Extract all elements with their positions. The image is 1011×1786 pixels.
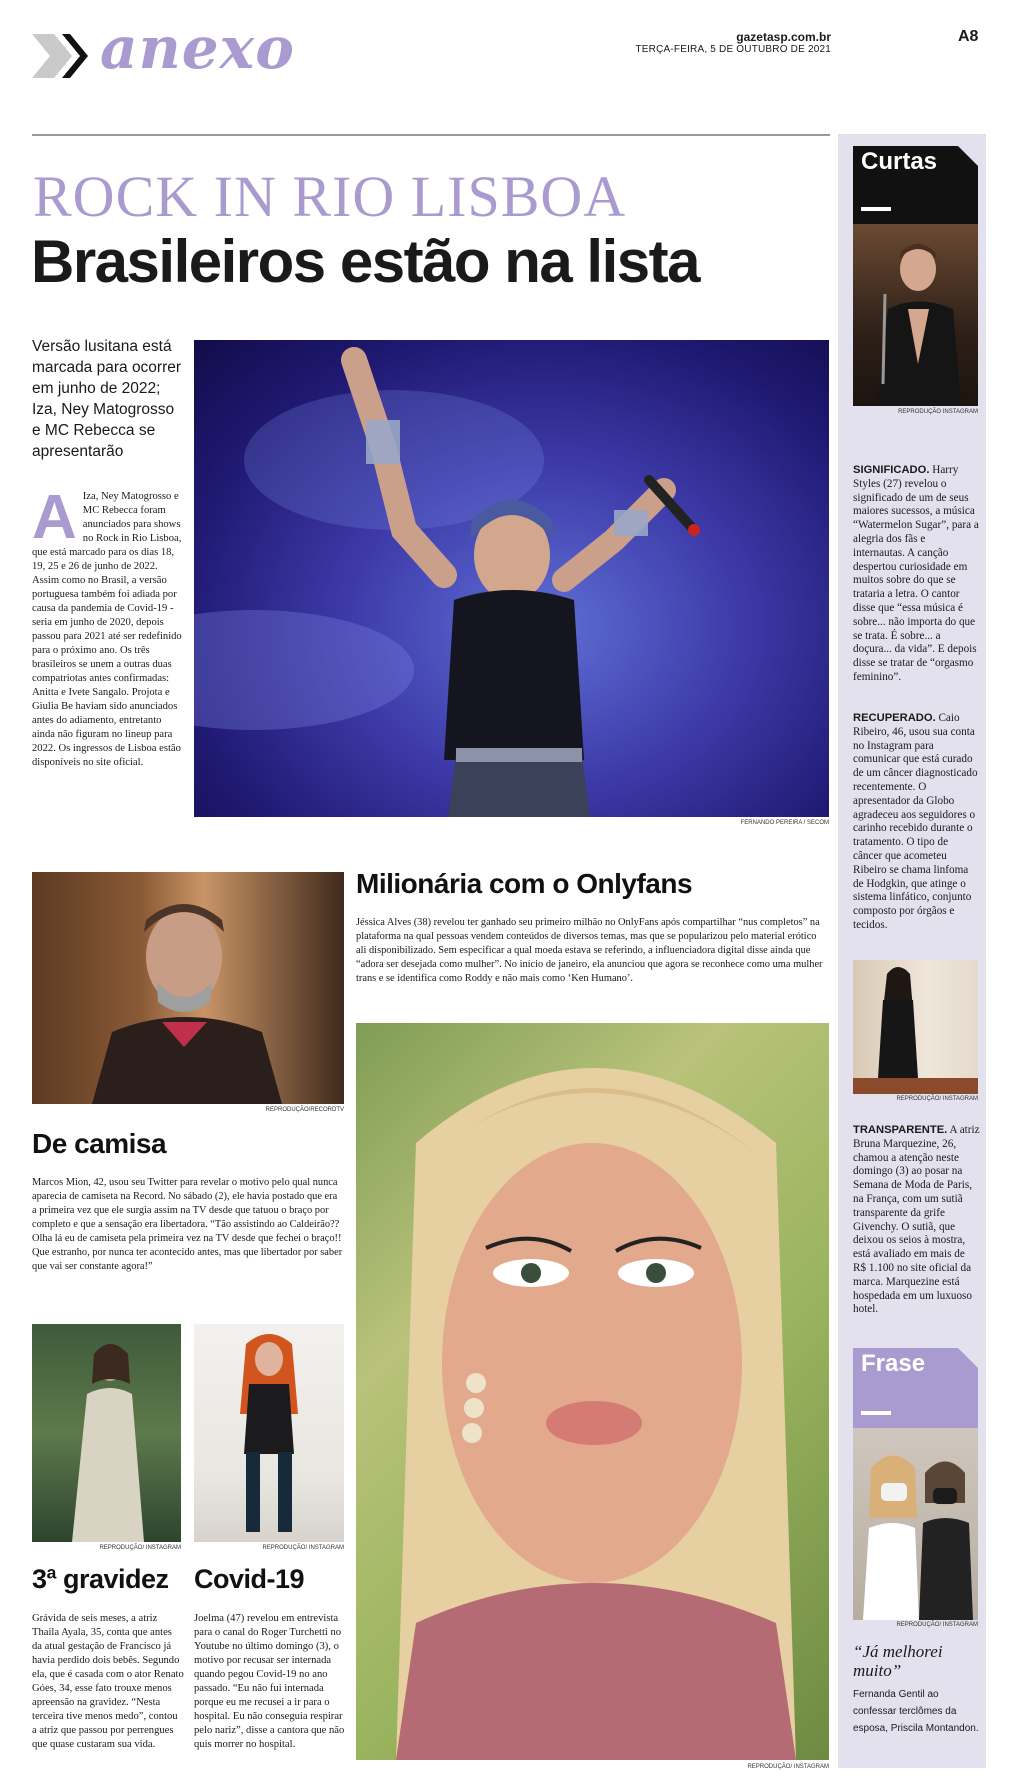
transparente-body: A atriz Bruna Marquezine, 26, chamou a atenção neste domingo (3) ao posar na Semana de Moda de Paris, na França, com um sutiã transparente da grife Givenchy. O sutiã, que deixou os seios à mostra, está avaliado em mais de R$ 1.100 no site oficial da marca. Marquezine está hospedada em um luxuoso hotel. — [853, 1124, 980, 1316]
sidebar-photo-3-illustration — [853, 1428, 978, 1620]
sidebar-photo-2-credit: REPRODUÇÃO/ INSTAGRAM — [896, 1096, 978, 1102]
performer-illustration — [194, 340, 829, 817]
camisa-photo — [32, 872, 344, 1104]
section-name: anexo — [100, 14, 295, 82]
significado-lead: SIGNIFICADO. — [853, 464, 930, 476]
covid-illustration — [194, 1324, 344, 1542]
lead-subhead: Versão lusitana está marcada para ocorrer em junho de 2022; Iza, Ney Matogrosso e MC Rebecca se apresentarão — [32, 338, 182, 460]
covid-photo-credit: REPRODUÇÃO/ INSTAGRAM — [262, 1545, 344, 1551]
issue-date: TERÇA-FEIRA, 5 DE OUTUBRO DE 2021 — [635, 44, 831, 55]
lead-dropcap: A — [32, 483, 77, 552]
camisa-body: Marcos Mion, 42, usou seu Twitter para revelar o motivo pelo qual nunca aparecia de camiseta na Record. No sábado (2), ele havia postado que era a primeira vez que ele surgia assim na TV desde que tatuou o braço por completo e que a sensação era libertadora. “Tão assistindo ao Caldeirão?? Olha lá eu de camiseta pela primeira vez na TV desde que fechei o braço!! Que estranho, por nunca ter acontecido antes, mas que libertador por saber que vai ser constante agora!” — [32, 1177, 343, 1272]
gravidez-illustration — [32, 1324, 181, 1542]
lead-kicker: ROCK IN RIO LISBOA — [33, 164, 627, 229]
recuperado-body: Caio Ribeiro, 46, usou sua conta no Instagram para comunicar que está curado de um câncer diagnosticado recentemente. O apresentador da Globo agradeceu aos seguidores o carinho recebido durante o tratamento. O tipo de câncer que acometeu Ribeiro se chama linfoma de Hodgkin, que atinge o sistema linfático, conjunto composto por órgãos e tecidos. — [853, 712, 978, 931]
lead-headline: Brasileiros estão na lista — [31, 228, 699, 295]
frase-quote: “Já melhorei muito” — [853, 1642, 943, 1680]
sidebar-item-significado — [853, 464, 980, 685]
lead-body-text: Iza, Ney Matogrosso e MC Rebecca foram anunciados para shows no Rock in Rio Lisboa, que está marcado para os dias 18, 19, 25 e 26 de junho de 2022. Assim como no Brasil, a versão portuguesa também foi adiada por causa da pandemia de Covid-19 - seria em junho de 2020, depois passou para 2021 até ser redefinido para o próximo ano. Os três brasileiros se unem a outras duas compatriotas antes confirmadas: Anitta e Ivete Sangalo. Projota e Giulia Be haviam sido anunciados antes do adiamento, entretanto ainda não figuram no lineup para 2022. Os ingressos de Lisboa estão disponíveis no site oficial. — [32, 491, 182, 768]
portrait-illustration — [356, 1023, 829, 1760]
camisa-photo-credit: REPRODUÇÃO/RECORDTV — [265, 1107, 344, 1113]
onlyfans-title: Milionária com o Onlyfans — [356, 868, 693, 899]
frase-label: Frase — [861, 1350, 926, 1377]
significado-body: Harry Styles (27) revelou o significado de um de seus maiores sucessos, a música “Watermelon Sugar”, para a alegria dos fãs e internautas. A canção despertou curiosidade em muitos sobre do que se trataria a letra. O cantor disse que “essa música é sobre... não importa do que se trata. É sobre... a doçura... da vida”. E depois disse se tratar de “orgasmo feminino”. — [853, 464, 979, 683]
sidebar-photo-3-credit: REPRODUÇÃO/ INSTAGRAM — [896, 1622, 978, 1628]
gravidez-title: 3ª gravidez — [32, 1564, 169, 1594]
masthead-chevron-icon — [32, 32, 92, 80]
lead-body — [32, 483, 182, 770]
page-number: A8 — [958, 28, 979, 45]
header-rule — [32, 134, 830, 136]
lead-photo-credit: FERNANDO PEREIRA / SECOM — [740, 820, 829, 826]
gravidez-photo — [32, 1324, 181, 1542]
sidebar-item-recuperado — [853, 712, 980, 933]
covid-body: Joelma (47) revelou em entrevista para o canal do Roger Turchetti no Youtube no último domingo (3), o motivo por recusar ser internada quando pegou Covid-19 no ano passado. “Eu não fui internada porque eu me recusei a ir para o hospital. Eu não conseguia respirar pelo nariz”, disse a cantora que não quis morrer no hospital. — [194, 1613, 345, 1750]
gravidez-photo-credit: REPRODUÇÃO/ INSTAGRAM — [99, 1545, 181, 1551]
frase-attribution: Fernanda Gentil ao confessar terclômes da esposa, Priscila Montandon. — [853, 1689, 979, 1734]
onlyfans-photo — [356, 1023, 829, 1760]
covid-title: Covid-19 — [194, 1564, 305, 1594]
site-url[interactable]: gazetasp.com.br — [736, 30, 831, 44]
onlyfans-photo-credit: REPRODUÇÃO/ INSTAGRAM — [747, 1764, 829, 1770]
sidebar-photo-2-illustration — [853, 960, 978, 1094]
sidebar-photo-2 — [853, 960, 978, 1094]
frase-dash — [861, 1411, 891, 1415]
sidebar-photo-3 — [853, 1428, 978, 1620]
sidebar-photo-1 — [853, 224, 978, 406]
covid-photo — [194, 1324, 344, 1542]
camisa-illustration — [32, 872, 344, 1104]
recuperado-lead: RECUPERADO. — [853, 712, 936, 724]
gravidez-body: Grávida de seis meses, a atriz Thaila Ayala, 35, conta que antes da atual gestação de Francisco já havia perdido dois bebês. Segundo ela, que é casada com o ator Renato Góes, 34, esse fato trouxe menos apreensão na gravidez. “Nesta terceira tive menos medo”, contou a atriz que passou por perrengues que quase custaram sua vida. — [32, 1613, 184, 1750]
sidebar-photo-1-illustration — [853, 224, 978, 406]
sidebar-photo-1-credit: REPRODUÇÃO INSTAGRAM — [898, 409, 978, 415]
sidebar-item-transparente — [853, 1124, 980, 1317]
lead-photo — [194, 340, 829, 817]
camisa-title: De camisa — [32, 1128, 167, 1159]
curtas-dash — [861, 207, 891, 211]
curtas-label: Curtas — [861, 148, 938, 175]
curtas-sidebar — [838, 134, 986, 1768]
transparente-lead: TRANSPARENTE. — [853, 1124, 948, 1136]
onlyfans-body: Jéssica Alves (38) revelou ter ganhado seu primeiro milhão no OnlyFans após compartilhar “nus completos” na plataforma na qual pessoas vendem conteúdos de diversos temas, mas que se popularizou pelo material erótico ali disponibilizado. Sem especificar a qual moeda estava se referindo, a influenciadora digital disse ainda que “adora ser desejada como mulher”. No início de janeiro, ela anunciou que agora se reconhece como uma mulher trans e se identifica como Roddy e não mais como ‘Ken Humano’. — [356, 917, 823, 984]
